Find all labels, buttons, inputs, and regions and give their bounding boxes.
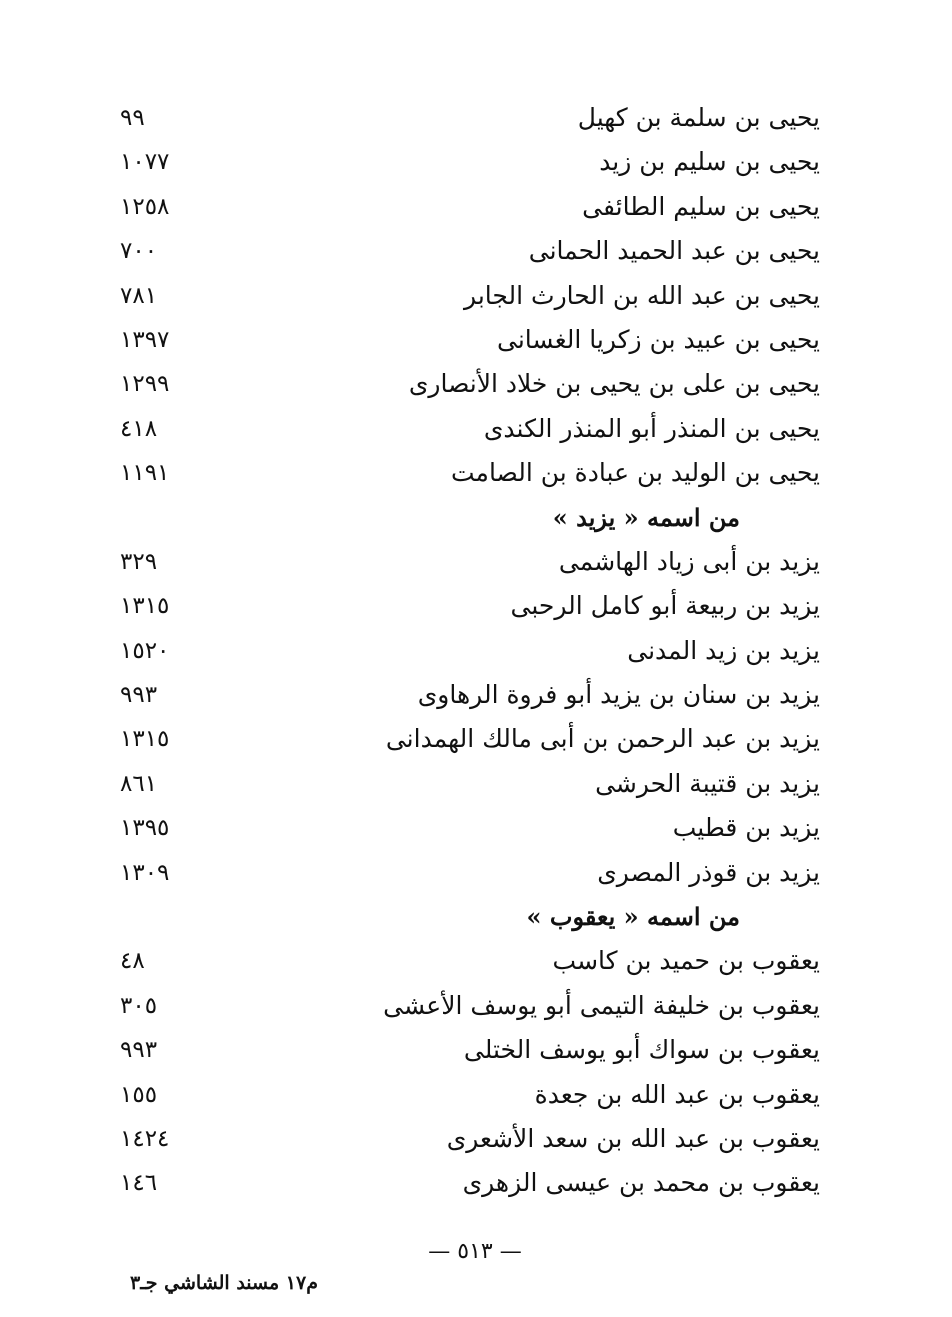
section-heading-row: [110, 895, 820, 939]
index-entry: [110, 274, 820, 318]
index-entry: [110, 318, 820, 362]
index-entry: [110, 540, 820, 584]
entry-number: ١٣٠٩: [120, 859, 170, 886]
entry-name: يحيى بن عبيد بن زكريا الغسانى: [497, 324, 820, 354]
index-entry: [110, 1028, 820, 1072]
index-entry: [110, 362, 820, 406]
entry-name: يزيد بن سنان بن يزيد أبو فروة الرهاوى: [417, 680, 820, 710]
entry-number: ٩٩٣: [120, 682, 158, 709]
entry-name: يحيى بن سليم الطائفى: [582, 191, 820, 221]
entry-name: يزيد بن أبى زياد الهاشمى: [558, 546, 820, 576]
entry-number: ١٢٥٨: [120, 193, 170, 220]
entry-number: ١١٩١: [120, 460, 170, 487]
entry-number: ٣٠٥: [120, 992, 158, 1019]
entry-name: يزيد بن قوذر المصرى: [597, 857, 820, 887]
entry-number: ٩٩: [120, 105, 145, 131]
entry-name: يزيد بن عبد الرحمن بن أبى مالك الهمدانى: [385, 724, 820, 754]
entry-number: ١٣١٥: [120, 726, 170, 753]
index-entry: [110, 806, 820, 850]
entry-name: يعقوب بن سواك أبو يوسف الختلى: [463, 1035, 820, 1065]
entry-name: يحيى بن المنذر أبو المنذر الكندى: [483, 413, 820, 443]
entry-number: ٩٩٣: [120, 1037, 158, 1064]
index-entry: [110, 762, 820, 806]
entry-number: ١٢٩٩: [120, 371, 170, 398]
entry-number: ٣٢٩: [120, 548, 158, 575]
entry-name: يحيى بن سلمة بن كهيل: [577, 103, 820, 132]
entry-name: يزيد بن قطيب: [672, 813, 820, 843]
entry-name: يزيد بن زيد المدنى: [627, 635, 820, 665]
index-entry: [110, 939, 820, 983]
index-entries: [110, 96, 820, 1206]
entry-number: ١٤٢٤: [120, 1125, 170, 1152]
index-entry: [110, 407, 820, 451]
page-number: — ٥١٣ —: [428, 1239, 522, 1264]
section-heading-yaqub: من اسمه « يعقوب »: [526, 902, 740, 932]
entry-name: يحيى بن عبد الله بن الحارث الجابر: [464, 280, 820, 310]
entry-number: ١٣٩٧: [120, 326, 170, 353]
entry-name: يعقوب بن محمد بن عيسى الزهرى: [462, 1168, 820, 1198]
index-entry: [110, 185, 820, 229]
index-entry: [110, 629, 820, 673]
index-entry: [110, 451, 820, 495]
entry-name: يحيى بن عبد الحميد الحمانى: [528, 236, 820, 266]
index-entry: [110, 851, 820, 895]
entry-number: ٤١٨: [120, 415, 158, 442]
entry-name: يزيد بن ربيعة أبو كامل الرحبى: [510, 591, 820, 621]
entry-name: يعقوب بن عبد الله بن جعدة: [534, 1079, 820, 1109]
index-entry: [110, 96, 820, 140]
entry-number: ١٥٥: [120, 1081, 158, 1108]
index-entry: [110, 1161, 820, 1205]
index-entry: [110, 717, 820, 761]
entry-number: ٨٦١: [120, 770, 158, 797]
index-entry: [110, 984, 820, 1028]
entry-name: يعقوب بن عبد الله بن سعد الأشعرى: [446, 1123, 820, 1153]
index-entry: [110, 584, 820, 628]
entry-name: يزيد بن قتيبة الحرشى: [595, 768, 820, 798]
section-heading-row: [110, 496, 820, 540]
index-entry: [110, 673, 820, 717]
entry-number: ١٠٧٧: [120, 149, 170, 176]
entry-number: ١٣١٥: [120, 593, 170, 620]
entry-number: ٧٨١: [120, 282, 158, 309]
entry-name: يحيى بن على بن يحيى بن خلاد الأنصارى: [408, 369, 820, 399]
index-entry: [110, 140, 820, 184]
index-entry: [110, 1073, 820, 1117]
section-heading-yazid: من اسمه « يزيد »: [552, 502, 740, 532]
entry-name: يحيى بن الوليد بن عبادة بن الصامت: [451, 458, 820, 488]
entry-number: ١٣٩٥: [120, 815, 170, 842]
index-entry: [110, 1117, 820, 1161]
entry-number: ٤٨: [120, 948, 145, 975]
entry-name: يعقوب بن حميد بن كاسب: [552, 946, 820, 976]
footer-signature-note: م١٧ مسند الشاشي جـ٣: [130, 1272, 318, 1294]
entry-number: ١٥٢٠: [120, 637, 170, 664]
entry-number: ١٤٦: [120, 1170, 158, 1197]
entry-name: يعقوب بن خليفة التيمى أبو يوسف الأعشى: [383, 990, 820, 1020]
entry-name: يحيى بن سليم بن زيد: [599, 147, 820, 177]
index-entry: [110, 229, 820, 273]
entry-number: ٧٠٠: [120, 238, 158, 265]
